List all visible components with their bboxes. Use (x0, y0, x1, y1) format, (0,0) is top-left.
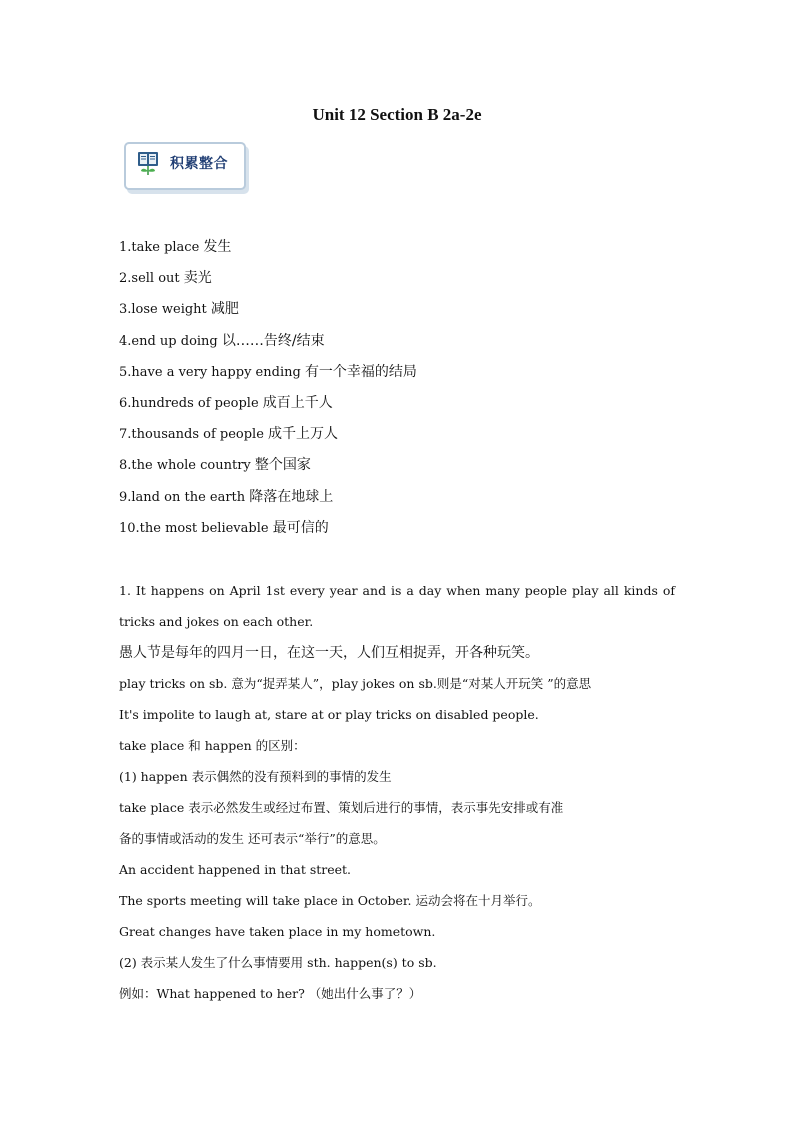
example-sentence: It's impolite to laugh at, stare at or play tricks on disabled people. (119, 707, 539, 722)
list-item (119, 486, 417, 517)
example-sentence: 例如：What happened to her? （她出什么事了？） (119, 986, 422, 1001)
phrase-en: 7.thousands of people (119, 427, 269, 443)
phrase-en: 3.lose weight (119, 302, 211, 318)
vocabulary-list (119, 236, 417, 548)
list-item (119, 298, 417, 329)
section-badge (124, 142, 248, 192)
phrase-cn: 成千上万人 (268, 426, 339, 443)
phrase-en: 1.take place (119, 240, 204, 255)
phrase-en: 10.the most believable (119, 520, 273, 536)
usage-note: take place 表示必然发生或经过布置、策划后进行的事情，表示事先安排或有准 (119, 800, 564, 815)
list-item (119, 330, 417, 361)
phrase-en: 8.the whole country (119, 458, 255, 474)
example-sentence: An accident happened in that street. (119, 862, 352, 877)
phrase-en: 4.end up doing (119, 333, 222, 349)
book-plant-icon (137, 151, 159, 177)
phrase-en: 5.have a very happy ending (119, 364, 305, 380)
phrase-en: 6.hundreds of people (119, 395, 263, 411)
phrase-cn: 减肥 (210, 301, 239, 318)
phrase-cn: 成百上千人 (262, 394, 333, 411)
list-item (119, 454, 417, 485)
phrase-cn: 卖光 (183, 270, 212, 287)
example-sentence: 1. It happens on April 1st every year and is a day when many people play all kinds of (119, 583, 675, 598)
phrase-cn: 有一个幸福的结局 (304, 363, 417, 380)
list-item (119, 236, 417, 267)
example-sentence-cont: tricks and jokes on each other. (119, 614, 314, 629)
list-item (119, 423, 417, 454)
phrase-cn: 以……告终/结束 (221, 332, 325, 349)
phrase-en: 9.land on the earth (119, 489, 250, 505)
example-sentence: The sports meeting will take place in October. 运动会将在十月举行。 (119, 893, 541, 908)
badge-label: 积累整合 (170, 156, 228, 172)
page-title: Unit 12 Section B 2a-2e (312, 105, 482, 124)
list-item (119, 392, 417, 423)
list-item (119, 361, 417, 392)
phrase-cn: 降落在地球上 (249, 488, 334, 505)
phrase-en: 2.sell out (119, 271, 184, 287)
usage-note-cont: 备的事情或活动的发生 还可表示“举行”的意思。 (119, 831, 386, 846)
translation: 愚人节是每年的四月一日，在这一天，人们互相捉弄，开各种玩笑。 (119, 645, 539, 661)
explanation-section (119, 580, 675, 1014)
example-sentence: Great changes have taken place in my hometown. (119, 924, 436, 939)
phrase-cn: 整个国家 (254, 457, 311, 474)
usage-note: (2) 表示某人发生了什么事情要用 sth. happen(s) to sb. (119, 955, 437, 970)
comparison-heading: take place 和 happen 的区别： (119, 738, 306, 753)
usage-note: play tricks on sb. 意为“捉弄某人”，play jokes on sb.则是“对某人开玩笑 ”的意思 (119, 676, 592, 691)
phrase-cn: 发生 (203, 239, 232, 255)
phrase-cn: 最可信的 (272, 519, 329, 536)
usage-note: (1) happen 表示偶然的没有预料到的事情的发生 (119, 769, 392, 784)
list-item (119, 267, 417, 298)
list-item (119, 517, 417, 548)
